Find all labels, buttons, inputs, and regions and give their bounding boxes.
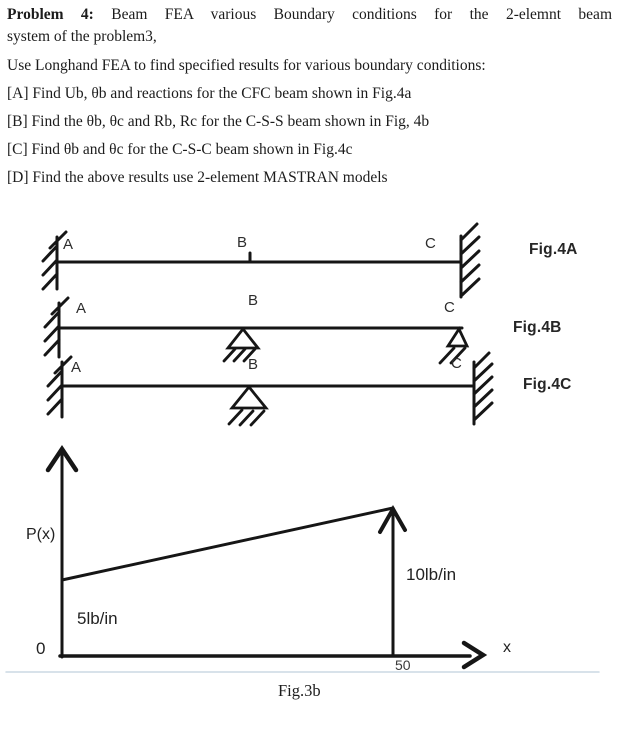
task-item-d: [D] Find the above results use 2-element MASTRAN models [7, 169, 388, 186]
pin-support-b [229, 387, 266, 425]
left-load-value: 5lb/in [77, 609, 118, 628]
fig4b-caption: Fig.4B [513, 319, 562, 336]
fig4a-caption: Fig.4A [529, 241, 578, 258]
y-axis-label: P(x) [26, 526, 56, 543]
fixed-support-right-c [474, 353, 492, 424]
right-load-value: 10lb/in [406, 565, 457, 584]
beam-fig4c [48, 353, 492, 425]
fig4c-node-b-label: B [248, 356, 259, 373]
instructions-line: Use Longhand FEA to find specified results for various boundary conditions: [7, 57, 486, 74]
task-item-c: [C] Find θb and θc for the C-S-C beam shown in Fig.4c [7, 141, 353, 158]
fig4b-node-b-label: B [248, 292, 259, 309]
load-profile-line [62, 508, 393, 580]
x-axis-label: x [503, 639, 511, 656]
origin-label: 0 [36, 639, 46, 658]
fig4b-node-a-label: A [76, 300, 87, 317]
problem-heading-line2: system of the problem3, [7, 28, 157, 45]
fig4a-node-b-label: B [237, 234, 248, 251]
fixed-support-right-c [461, 224, 479, 297]
problem-heading-rest: Beam FEA various Boundary conditions for the 2-elemnt beam [111, 6, 612, 23]
x-tick-50-label: 50 [395, 657, 411, 673]
fig3b-caption: Fig.3b [278, 681, 321, 700]
fig4a-node-c-label: C [425, 235, 436, 252]
fig4b-node-c-label: C [444, 299, 455, 316]
fig4c-node-a-label: A [71, 359, 82, 376]
fig4c-node-c-label: C [451, 355, 462, 372]
fig4a-node-a-label: A [63, 236, 74, 253]
problem-number: Problem 4: [7, 6, 94, 23]
load-diagram [48, 449, 483, 667]
task-item-a: [A] Find Ub, θb and reactions for the CFC beam shown in Fig.4a [7, 85, 412, 102]
task-item-b: [B] Find the θb, θc and Rb, Rc for the C-S-S beam shown in Fig, 4b [7, 113, 430, 130]
beam-fig4a [43, 224, 479, 297]
fig4c-caption: Fig.4C [523, 376, 572, 393]
